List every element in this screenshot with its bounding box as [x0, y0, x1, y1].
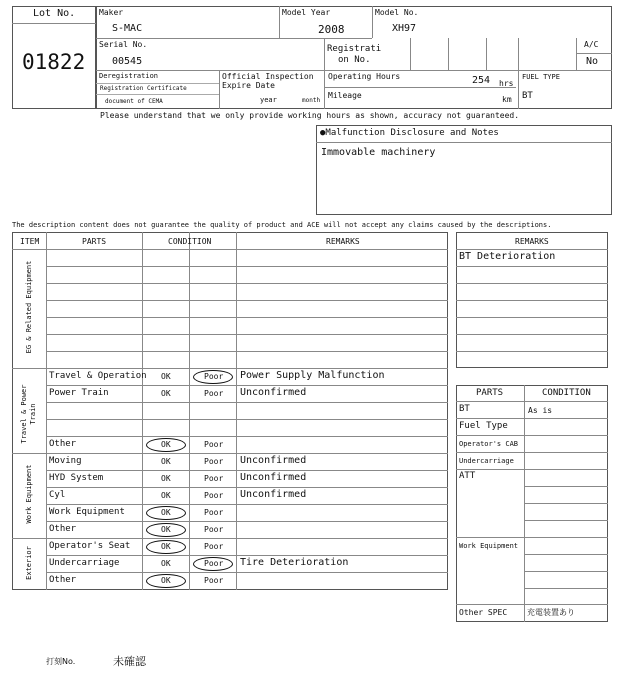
- model-year-value: 2008: [318, 23, 345, 36]
- mileage-label: Mileage: [328, 91, 362, 100]
- lot-no-value: 01822: [22, 50, 86, 74]
- model-no-label: Model No.: [375, 8, 419, 17]
- header-item: ITEM: [20, 237, 40, 246]
- section-work: Work Equipment: [25, 464, 33, 524]
- right-bt-label: BT: [459, 404, 470, 414]
- table-row-ok: OK: [161, 525, 171, 534]
- right-work-equipment-label: Work Equipment: [459, 542, 519, 550]
- stamp-value: 未確認: [113, 655, 146, 668]
- table-row-ok: OK: [161, 508, 171, 517]
- table-row-part: HYD System: [49, 473, 104, 483]
- malfunction-title: ●Malfunction Disclosure and Notes: [320, 128, 499, 138]
- header-condition: CONDITION: [168, 237, 212, 246]
- table-row-part: Cyl: [49, 490, 66, 500]
- table-row-ok: OK: [161, 389, 171, 398]
- main-table: [12, 232, 448, 590]
- table-row-poor: Poor: [204, 440, 224, 449]
- poor-selected-mark: [193, 557, 233, 571]
- maker-label: Maker: [99, 8, 124, 17]
- model-no-value: XH97: [392, 23, 417, 34]
- cema-label: document of CEMA: [105, 98, 163, 105]
- table-row-ok: OK: [161, 491, 171, 500]
- right-att-label: ATT: [459, 471, 476, 481]
- table-row-part: Operator's Seat: [49, 541, 131, 551]
- table-row-part: Travel & Operation: [49, 371, 147, 381]
- ok-selected-mark: [146, 540, 186, 554]
- ac-label: A/C: [584, 40, 599, 49]
- operating-hours-value: 254: [472, 75, 491, 86]
- stamp-label: 打刻No.: [46, 657, 76, 666]
- lot-no-label: Lot No.: [33, 8, 76, 19]
- table-row-ok: OK: [161, 559, 171, 568]
- operating-hours-label: Operating Hours: [328, 72, 401, 81]
- month-label: month: [302, 97, 321, 104]
- ok-selected-mark: [146, 438, 186, 452]
- disclaimer-text: The description content does not guarantee the quality of product and ACE will not accept any claims caused by the descriptions.: [12, 221, 552, 229]
- table-row-poor: Poor: [204, 389, 224, 398]
- inspection-label-1: Official Inspection: [222, 72, 314, 81]
- right-undercarriage-label: Undercarriage: [459, 457, 514, 465]
- table-row-poor: Poor: [204, 372, 224, 381]
- inspection-label-2: Expire Date: [222, 81, 275, 90]
- right-remarks-first: BT Deterioration: [459, 251, 556, 262]
- table-row-part: Moving: [49, 456, 82, 466]
- table-row-poor: Poor: [204, 576, 224, 585]
- km-unit: km: [502, 95, 512, 104]
- table-row-part: Other: [49, 575, 77, 585]
- right-condition-header: CONDITION: [542, 388, 591, 398]
- table-row-poor: Poor: [204, 491, 224, 500]
- serial-no-label: Serial No.: [99, 40, 148, 49]
- table-row-ok: OK: [161, 542, 171, 551]
- right-other-spec-value: 充電装置あり: [527, 608, 575, 617]
- header-remarks: REMARKS: [326, 237, 360, 246]
- table-row-ok: OK: [161, 576, 171, 585]
- registration-label-2: on No.: [338, 55, 371, 65]
- table-row-remark: Unconfirmed: [240, 472, 307, 483]
- table-row-part: Power Train: [49, 388, 109, 398]
- fuel-type-label: FUEL TYPE: [522, 73, 560, 81]
- right-fuel-type-label: Fuel Type: [459, 421, 508, 431]
- section-eg: EG & Related Equipment: [25, 260, 33, 354]
- right-bt-condition: As is: [528, 406, 553, 415]
- model-year-label: Model Year: [282, 8, 331, 17]
- notice-text: Please understand that we only provide working hours as shown, accuracy not guaranteed.: [100, 111, 520, 120]
- header-parts: PARTS: [82, 237, 107, 246]
- table-row-poor: Poor: [204, 474, 224, 483]
- table-row-part: Other: [49, 439, 77, 449]
- table-row-part: Undercarriage: [49, 558, 120, 568]
- table-row-ok: OK: [161, 457, 171, 466]
- table-row-remark: Tire Deterioration: [240, 557, 349, 568]
- registration-label-1: Registrati: [327, 44, 382, 54]
- table-row-poor: Poor: [204, 559, 224, 568]
- table-row-ok: OK: [161, 474, 171, 483]
- table-row-remark: Power Supply Malfunction: [240, 370, 385, 381]
- hrs-unit: hrs: [499, 79, 514, 88]
- deregistration-label: Deregistration: [99, 72, 159, 80]
- table-row-poor: Poor: [204, 542, 224, 551]
- malfunction-body: Immovable machinery: [321, 147, 436, 158]
- ok-selected-mark: [146, 574, 186, 588]
- table-row-part: Other: [49, 524, 77, 534]
- table-row-poor: Poor: [204, 508, 224, 517]
- table-row-ok: OK: [161, 440, 171, 449]
- table-row-remark: Unconfirmed: [240, 387, 307, 398]
- right-operators-cab-label: Operator's CAB: [459, 440, 519, 448]
- ok-selected-mark: [146, 523, 186, 537]
- maker-value: S-MAC: [112, 23, 143, 34]
- ac-value: No: [586, 56, 599, 67]
- right-other-spec-label: Other SPEC: [459, 608, 508, 617]
- ok-selected-mark: [146, 506, 186, 520]
- poor-selected-mark: [193, 370, 233, 384]
- malfunction-box: [316, 125, 612, 215]
- year-label: year: [260, 96, 277, 104]
- right-remarks-header: REMARKS: [515, 237, 549, 246]
- fuel-type-value: BT: [522, 91, 533, 101]
- table-row-part: Work Equipment: [49, 507, 125, 517]
- serial-no-value: 00545: [112, 56, 143, 67]
- registration-certificate-label: Registration Certificate: [100, 85, 187, 92]
- table-row-remark: Unconfirmed: [240, 455, 307, 466]
- table-row-poor: Poor: [204, 457, 224, 466]
- right-parts-header: PARTS: [476, 388, 504, 398]
- section-travel: Travel & Power Train: [20, 384, 37, 444]
- section-exterior: Exterior: [25, 546, 33, 580]
- table-row-remark: Unconfirmed: [240, 489, 307, 500]
- table-row-ok: OK: [161, 372, 171, 381]
- table-row-poor: Poor: [204, 525, 224, 534]
